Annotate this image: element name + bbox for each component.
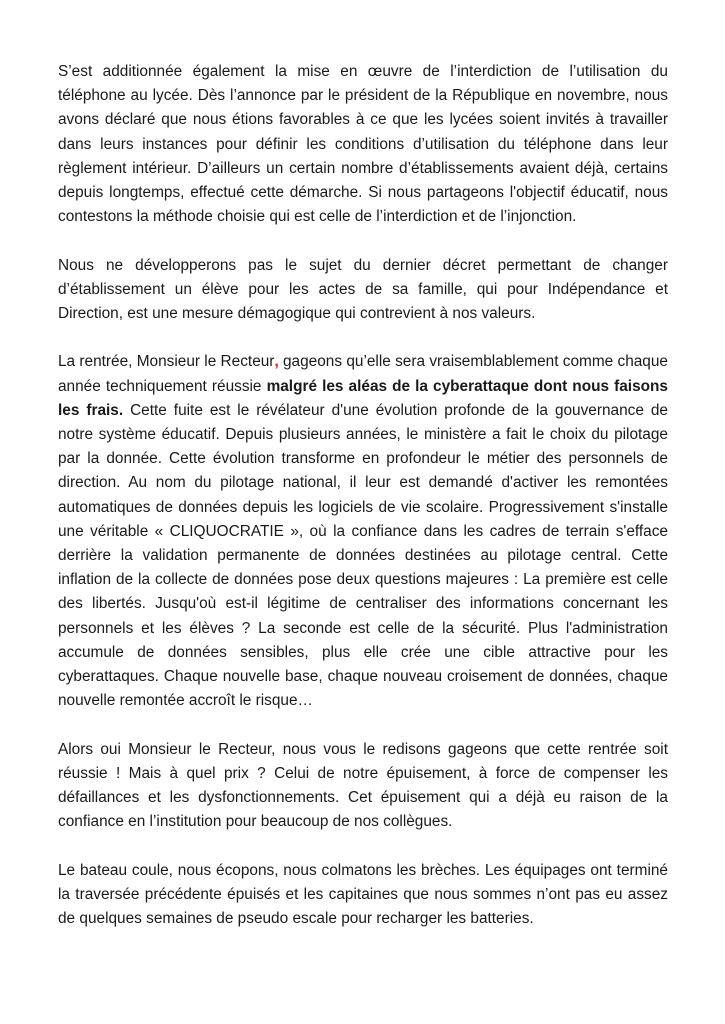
text-run: gageons qu’elle sera vraisemblablement comme chaque année techniquement réussie: [58, 353, 668, 395]
paragraph-telephone-ban: S’est additionnée également la mise en œuvre de l’interdiction de l’utilisation du téléphone au lycée. Dès l’annonce par le président de la République en novembre, nous avons déclaré que nous étions favorables à ce que les lycées soient invités à travailler dans leurs instances pour définir les conditions d’utilisation du téléphone dans leur règlement intérieur. D’ailleurs un certain nombre d’établissements avaient déjà, certains depuis longtemps, effectué cette démarche. Si nous partageons l'objectif éducatif, nous contestons la méthode choisie qui est celle de l’interdiction et de l’injonction.: [58, 63, 668, 226]
text-run: Cette fuite est le révélateur d'une évolution profonde de la gouvernance de notre système éducatif. Depuis plusieurs années, le ministère a fait le choix du pilotage par la donnée. Cette évolution transforme en profondeur le métier des personnels de direction. Au nom du pilotage national, il leur est demandé d'activer les remontées automatiques de données depuis les logiciels de vie scolaire. Progressivement s'installe une véritable « CLIQUOCRATIE », où la confiance dans les cadres de terrain s'efface derrière la validation permanente de données destinées au pilotage central. Cette inflation de la collecte de données pose deux questions majeures : La première est celle des libertés. Jusqu'où est-il légitime de centraliser des informations concernant les personnels et les élèves ? La seconde est celle de la sécurité. Plus l'administration accumule de données sensibles, plus elle crée une cible attractive pour les cyberattaques. Chaque nouvelle base, chaque nouveau croisement de données, chaque nouvelle remontée accroît le risque…: [58, 401, 668, 710]
bold-emphasis: malgré les aléas de la cyberattaque dont nous faisons les frais.: [58, 377, 668, 419]
paragraph-decree: Nous ne développerons pas le sujet du dernier décret permettant de changer d’établissement un élève pour les actes de sa famille, qui pour Indépendance et Direction, est une mesure démagogique qui contrevient à nos valeurs.: [58, 256, 668, 323]
paragraph-cyberattack: [58, 350, 668, 713]
paragraph-exhaustion: Alors oui Monsieur le Recteur, nous vous le redisons gageons que cette rentrée soit réussie ! Mais à quel prix ? Celui de notre épuisement, à force de compenser les défaillances et les dysfonctionnements. Cet épuisement qui a déjà eu raison de la confiance en l’institution pour beaucoup de nos collègues.: [58, 740, 668, 831]
text-run: La rentrée, Monsieur le Recteur: [58, 353, 275, 371]
document-body: [58, 60, 668, 955]
paragraph-boat-metaphor: Le bateau coule, nous écopons, nous colmatons les brèches. Les équipages ont terminé la traversée précédente épuisés et les capitaines que nous sommes n’ont pas eu assez de quelques semaines de pseudo escale pour recharger les batteries.: [58, 861, 668, 928]
highlighted-comma: ,: [274, 353, 279, 371]
